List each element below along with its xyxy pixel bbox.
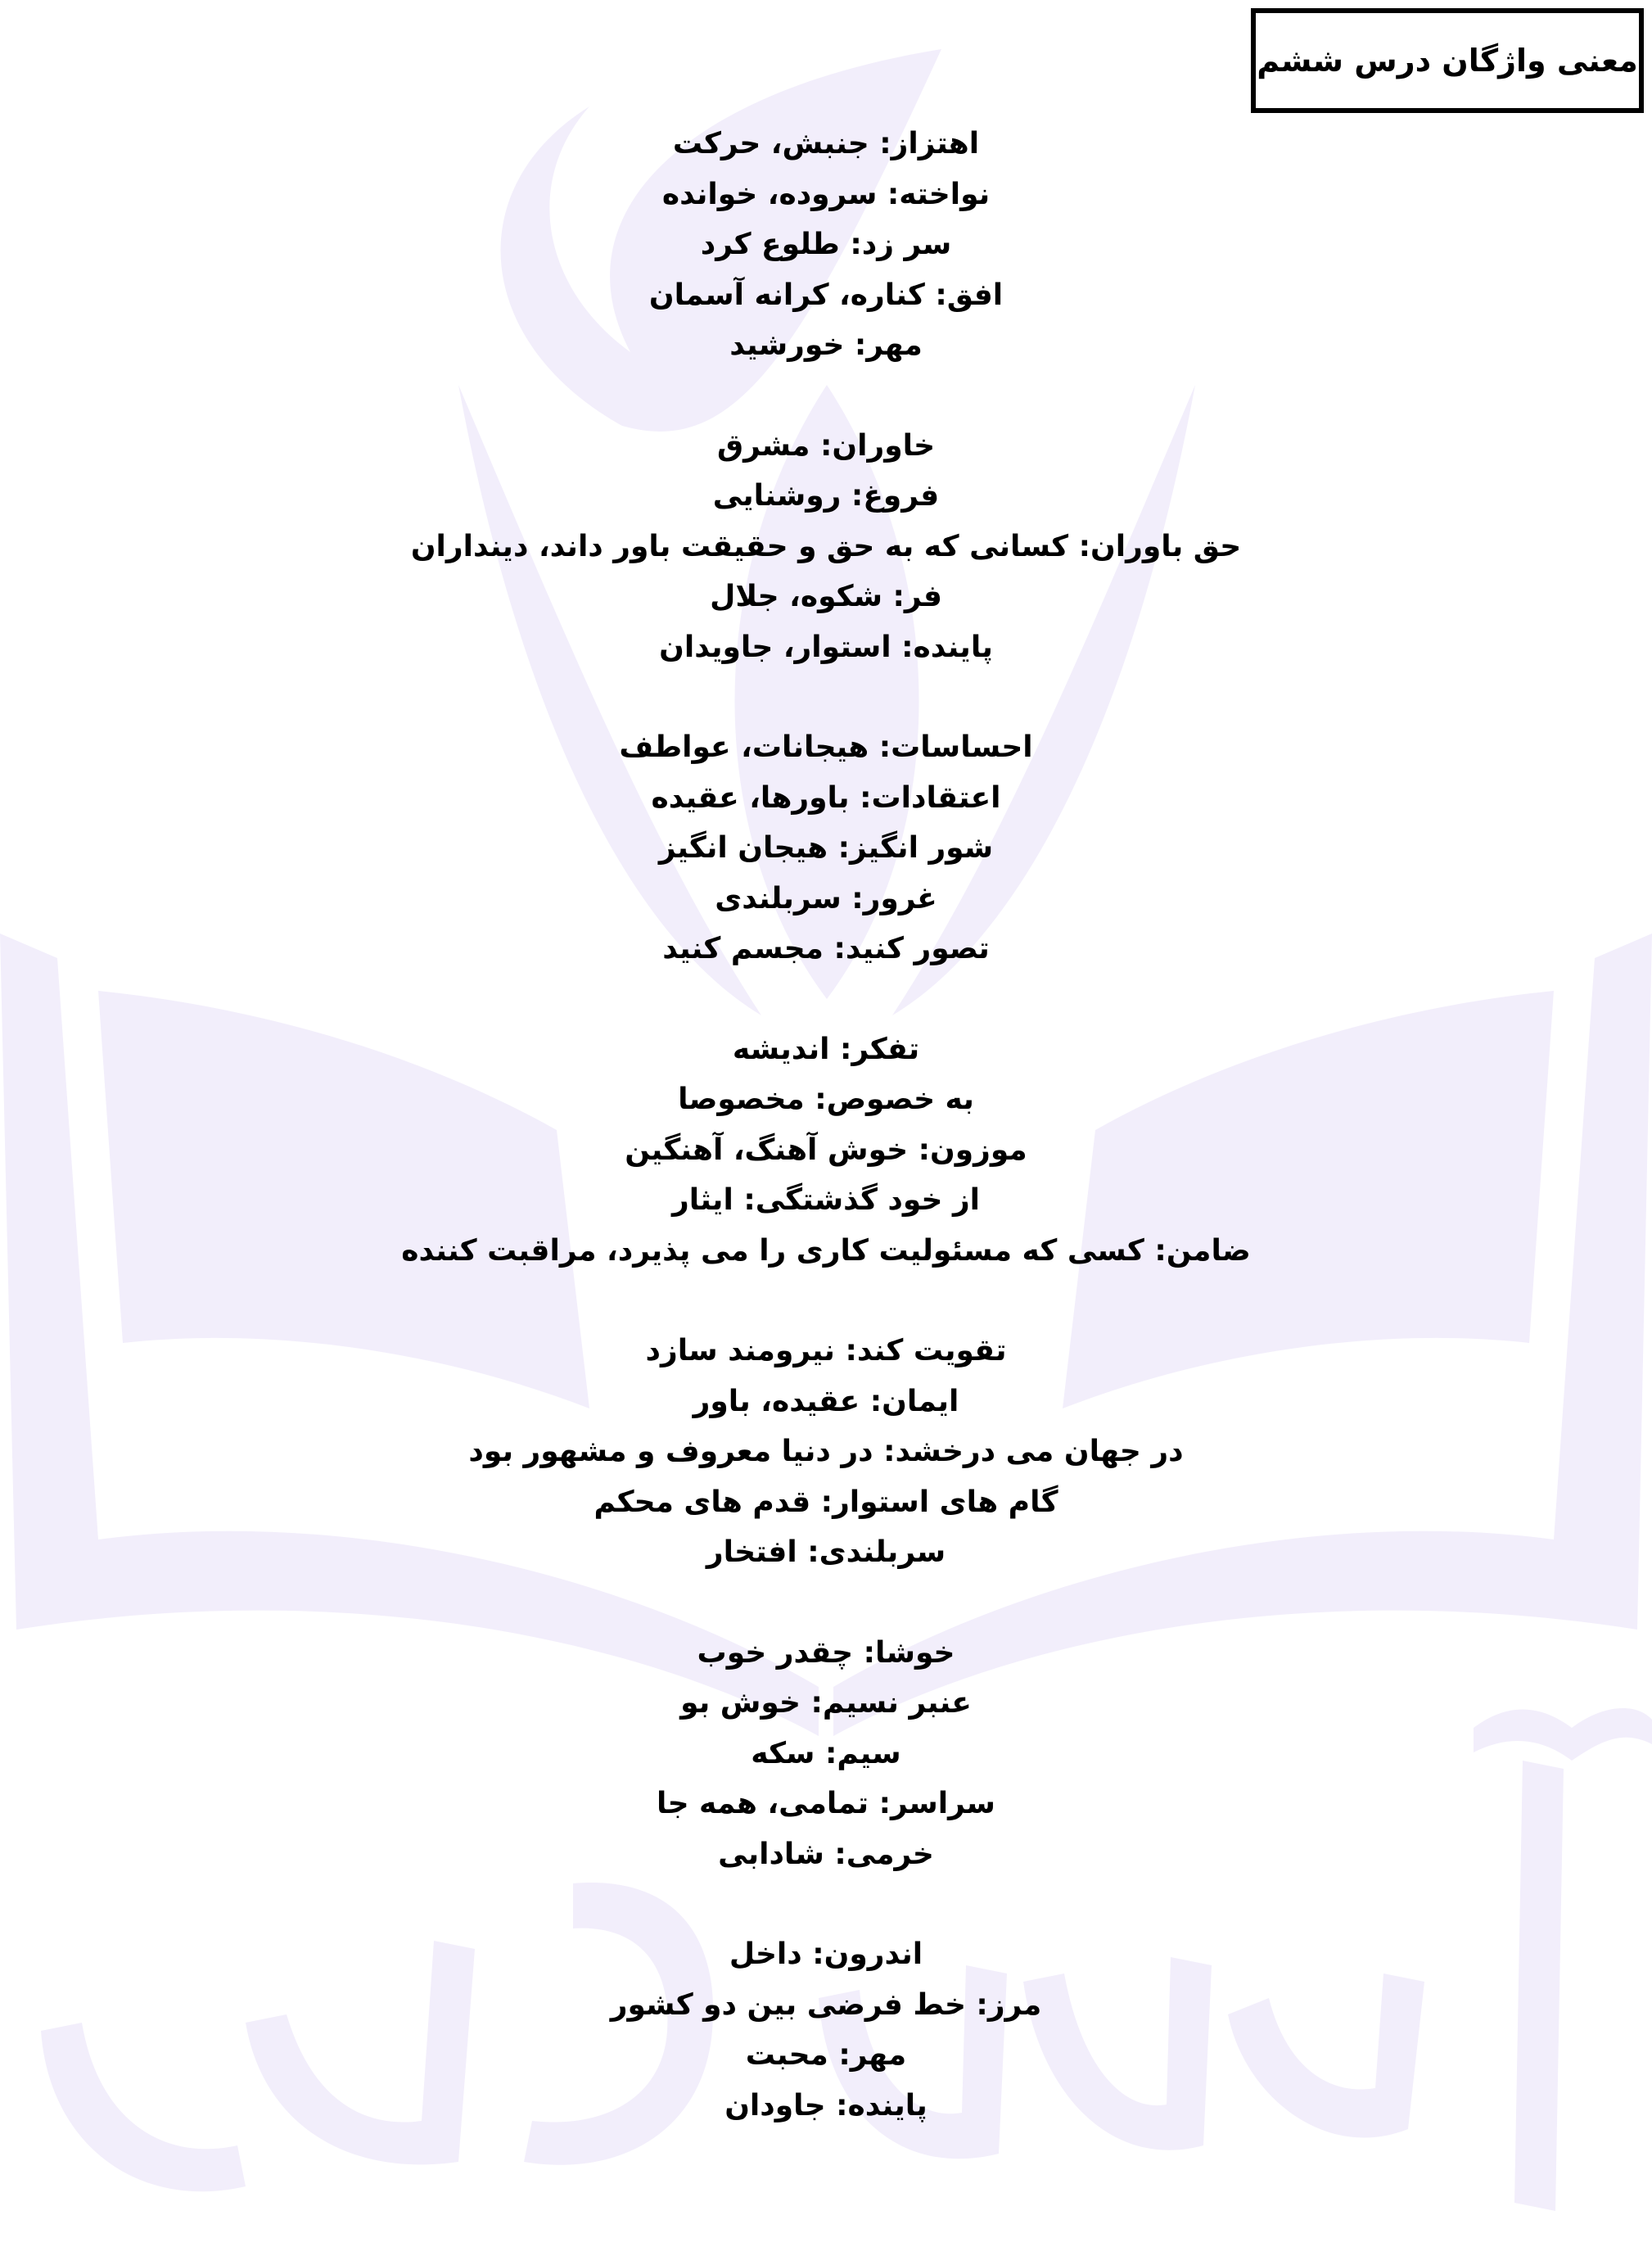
vocab-entry: شور انگیز: هیجان انگیز — [658, 831, 994, 865]
vocab-entry: سربلندی: افتخار — [706, 1535, 946, 1569]
vocab-entry: از خود گذشتگی: ایثار — [671, 1183, 981, 1217]
vocab-entry: حق باوران: کسانی که به حق و حقیقت باور داند، دینداران — [410, 529, 1242, 563]
vocab-entry: تفکر: اندیشه — [732, 1032, 920, 1066]
vocab-entry: مهر: محبت — [745, 2038, 907, 2072]
vocab-entry: خرمی: شادابی — [718, 1837, 934, 1871]
vocabulary-list — [0, 119, 1652, 2181]
vocab-group-1 — [0, 119, 1652, 371]
vocab-entry: خاوران: مشرق — [716, 428, 936, 463]
vocab-group-3 — [0, 722, 1652, 974]
vocab-entry: سیم: سکه — [751, 1736, 901, 1770]
vocab-entry: در جهان می درخشد: در دنیا معروف و مشهور بود — [468, 1435, 1184, 1468]
vocab-group-7 — [0, 1929, 1652, 2131]
vocab-entry: اعتقادات: باورها، عقیده — [651, 780, 1001, 815]
vocab-entry: به خصوص: مخصوصا — [678, 1083, 974, 1116]
vocab-entry: پاینده: جاودان — [724, 2088, 928, 2123]
vocab-entry: عنبر نسیم: خوش بو — [680, 1686, 972, 1720]
vocab-entry: سر زد: طلوع کرد — [700, 228, 952, 261]
vocab-entry: ایمان: عقیده، باور — [693, 1384, 959, 1418]
vocab-entry: تقویت کند: نیرومند سازد — [645, 1334, 1007, 1368]
vocab-entry: خوشا: چقدر خوب — [697, 1635, 955, 1670]
vocab-entry: مهر: خورشید — [729, 328, 923, 362]
vocab-group-2 — [0, 421, 1652, 673]
vocab-group-6 — [0, 1628, 1652, 1880]
vocab-entry: فر: شکوه، جلال — [710, 580, 942, 613]
vocab-entry: اهتزاز: جنبش، حرکت — [672, 127, 980, 160]
vocab-group-5 — [0, 1326, 1652, 1578]
vocab-entry: غرور: سربلندی — [715, 881, 937, 916]
vocab-entry: گام های استوار: قدم های محکم — [594, 1485, 1058, 1519]
vocab-entry: احساسات: هیجانات، عواطف — [619, 730, 1033, 764]
vocab-entry: افق: کناره، کرانه آسمان — [648, 278, 1004, 312]
vocab-entry: فروغ: روشنایی — [712, 479, 940, 513]
vocab-entry: نواخته: سروده، خوانده — [661, 177, 991, 211]
vocab-entry: موزون: خوش آهنگ، آهنگین — [625, 1133, 1027, 1167]
vocab-entry: اندرون: داخل — [729, 1937, 923, 1971]
vocab-entry: پاینده: استوار، جاویدان — [659, 630, 993, 664]
vocab-group-4 — [0, 1024, 1652, 1277]
page-title: معنی واژگان درس ششم — [1251, 8, 1644, 113]
vocab-entry: تصور کنید: مجسم کنید — [662, 932, 990, 965]
vocab-entry: سراسر: تمامی، همه جا — [657, 1787, 995, 1820]
vocab-entry: مرز: خط فرضی بین دو کشور — [610, 1987, 1042, 2022]
vocab-entry: ضامن: کسی که مسئولیت کاری را می پذیرد، مراقبت کننده — [401, 1233, 1251, 1268]
